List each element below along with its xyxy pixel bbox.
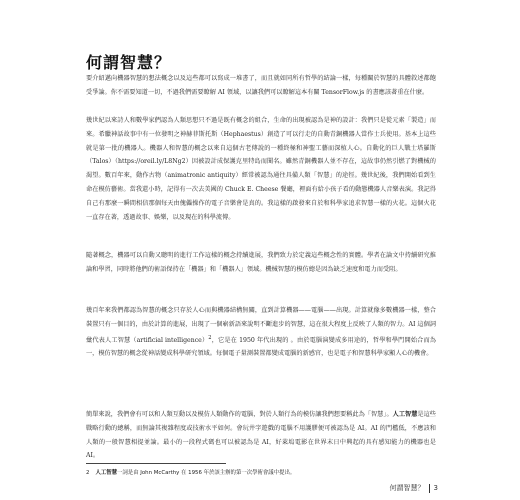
section-heading: 何謂智慧？ <box>86 53 172 72</box>
paragraph-ai-text-a: 簡單來說，我們會有可以和人類互動以及模仿人類動作的電腦，對於人類行為的模仿讓我們想要稱此為「智慧」。 <box>86 411 393 418</box>
footnote-divider <box>86 463 226 464</box>
footer-separator <box>429 484 430 493</box>
footnote-text: 一詞是由 John McCarthy 在 1956 年於該主辦的第一次學術會議中提出。 <box>117 470 296 476</box>
ai-term: 人工智慧 <box>392 411 418 418</box>
paragraph-mythology: 幾世紀以來詩人和數學家們認為人類思想只不過是既有概念的組合，生命的出現被認為是神的設計：我們只是從元素「製造」而來。希臘神話故事中有一位發明之神赫菲斯托斯（Hephaestus）創造了可以行走的自動青銅機器人當作士兵使用。基本上這些就是第一批的機器人。機器人和智慧的概念以來自這個古老傳說的一種終極和神聖工藝而深植人心。自動化的巨人戰士塔羅斯（Talos）（https://oreil.ly/L8Ng2）因被設計成保護克里特島而聞名。雖然青銅機器人並不存在，這故事仍然引燃了對機械的渴望。數百年來，動作古物（animatronic antiquity）經常被認為通往具備人類「智慧」的途徑。幾世紀後，我們開始看到生命在模仿藝術。當我還小時，記得有一次去美國的 Chuck E. Cheese 餐廳，裡面有給小孩子看的動態機器人音樂表演。我記得自己有那麼一瞬間相信那個每天由傀儡操作的電子音樂會是真的。我這樣的啟發來自於和科學家追求智慧一樣的火花。這個火花一直存在著，透過故事、娛樂，以及現在的科學流傳。 <box>86 117 436 221</box>
page-number: 3 <box>433 484 438 492</box>
page-footer <box>390 483 438 493</box>
paragraph-computers-text-a: 幾百年來我們都認為智慧的概念只存於人心而與機器結構無關，直到計算機器——電腦——出現。計算就像多數機器一樣，整合裝置只有一個目的，由於計算的進展，出現了一個嶄新語來說明不斷進步的智慧，這在很大程度上反映了人類的智力。AI 這個詞彙代表人工智慧（artificial intelligence） <box>86 307 436 344</box>
paragraph-computers <box>86 304 436 361</box>
paragraph-ai-definition <box>86 408 436 463</box>
paragraph-computers-text-b: ，它是在 1950 年代出現的 。由於電腦演變成多用途的，哲學和學門開始合而為一，模仿智慧的概念從神話變成科學研究領域。每個電子量測裝置都變成電腦的新感官，也是電子和智慧科學家顯人心的機會。 <box>86 336 436 358</box>
footer-title: 何謂智慧？ <box>389 484 425 492</box>
paragraph-concepts: 隨著概念，機器可以自動又聰明的進行工作這樣的概念持續進展，我們致力於定義這些概念性的實體。學者在論文中持續研究推論和學習，同時將他們的術語保持在「機器」和「機器人」領域。機械智慧的模仿總是因為缺乏速度和電力而受阻。 <box>86 252 436 273</box>
footnote-number: 2 <box>86 470 90 476</box>
footnote-reference: 2 <box>208 334 212 341</box>
footnote <box>86 468 436 476</box>
paragraph-ai-text-b: 是這些戰略行動的總稱，而無論其複雜程度或技術水平如何。會玩井字遊戲的電腦不用護膠便可被認為是 AI。AI 的門檻低，不應該和人類的一般智慧相提並論。最小的一段程式碼也可以被認為是 AI，好萊塢電影在世界末日中興起的具有感知能力的機器也是 AI。 <box>86 411 436 460</box>
paragraph-intro: 要介紹邁向機器智慧的想法概念以及這些都可以寫成一堆書了，而且就如同所有哲學的結論一樣，每種關於智慧的具體敘述都飽受爭論。你不需要知道一切，不過我們需要瞭解 AI 領域，以讓我們可以瞭解這本有關 TensorFlow.js 的書應該著重在什麼。 <box>86 75 436 96</box>
footnote-term: 人工智慧 <box>95 470 118 476</box>
